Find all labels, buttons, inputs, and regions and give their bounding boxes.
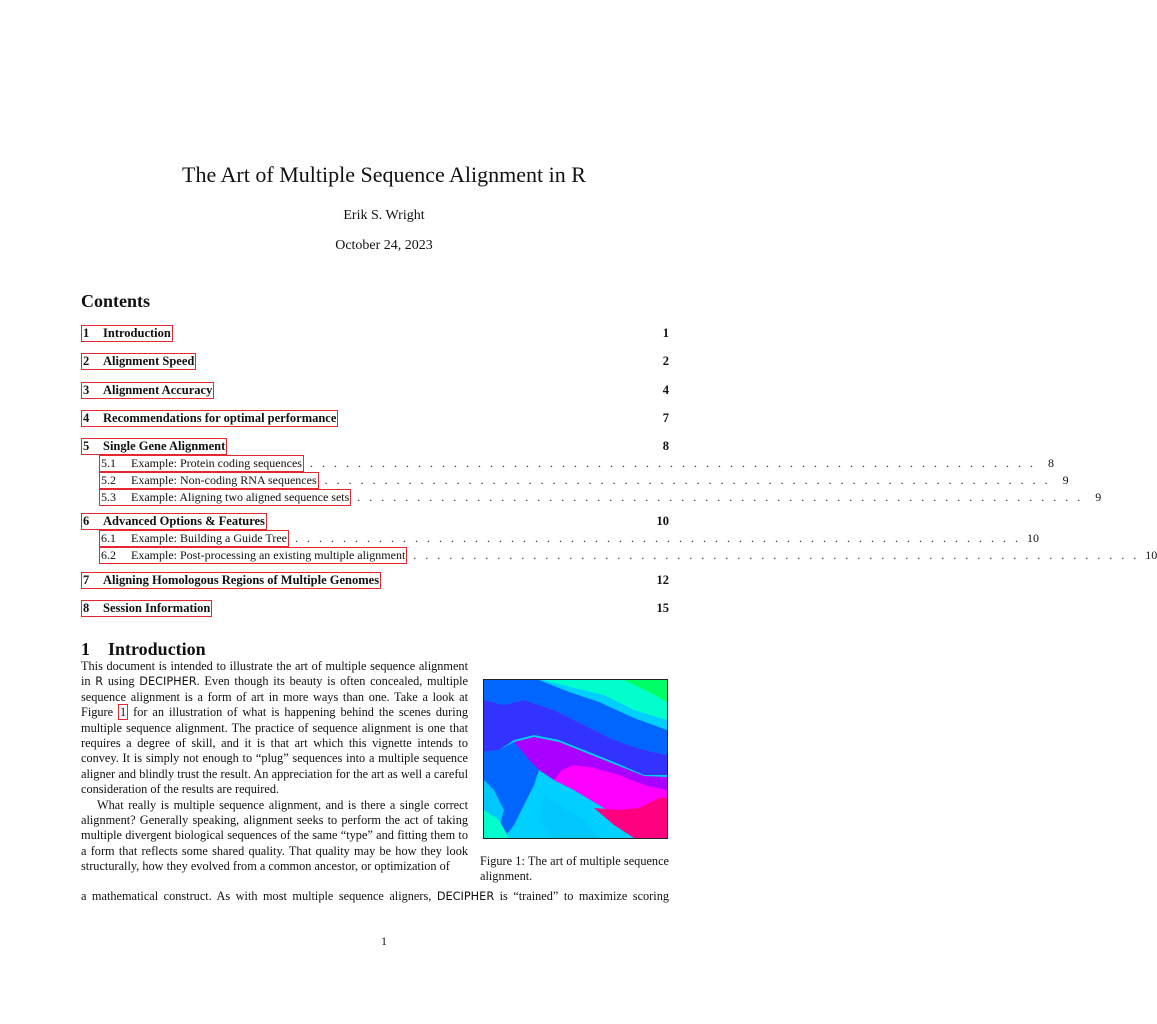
toc-link[interactable] (99, 530, 289, 547)
toc-number: 2 (83, 354, 90, 368)
figure-image (483, 679, 668, 839)
date: October 24, 2023 (335, 238, 433, 253)
toc-link[interactable] (81, 600, 212, 617)
toc-label: Example: Non-coding RNA sequences (131, 473, 317, 487)
toc-link[interactable] (81, 572, 381, 589)
intro-text (81, 659, 468, 875)
toc-subentry (81, 489, 1102, 506)
toc-label: Session Information (103, 601, 211, 615)
toc-entry (81, 600, 669, 617)
toc-link[interactable] (81, 382, 214, 399)
toc-page: 8 (662, 439, 669, 453)
figure-caption: Figure 1: The art of multiple sequence alignment. (480, 854, 669, 884)
toc-entry (81, 513, 669, 530)
toc-subentry (81, 530, 1039, 547)
r-name: R (95, 675, 104, 689)
toc-page: 7 (662, 411, 669, 425)
toc-link[interactable] (81, 410, 338, 427)
paragraph-continuation: a mathematical construct. As with most multiple sequence aligners, DECIPHER is “trained” to maximize scoring (81, 889, 669, 903)
toc-link[interactable] (99, 547, 407, 564)
toc-number: 5.2 (101, 473, 116, 487)
toc-leader-dots: . . . . . . . . . . . . . . . . . . . . . . . . . . . . . . . . . . . . . . . . . . . . . . . . . . . . . . . . . . . . . (309, 456, 1036, 470)
toc-subentry (81, 455, 1054, 472)
toc-subentry (81, 547, 1157, 564)
paragraph: What really is multiple sequence alignment, and is there a single correct alignment? Generally speaking, alignment seeks to perform the act of taking multiple divergent biological sequences of the same “type” and fitting them to a form that reflects some shared quality. That quality may be how they look structurally, how they evolved from a common ancestor, or optimization of (81, 797, 468, 874)
page-number: 1 (381, 934, 387, 948)
toc-section (81, 353, 669, 370)
toc-entry (81, 438, 669, 455)
author: Erik S. Wright (343, 208, 425, 223)
toc-link[interactable] (99, 489, 351, 506)
toc-label: Aligning Homologous Regions of Multiple Genomes (103, 573, 380, 587)
toc-label: Example: Building a Guide Tree (131, 531, 287, 545)
toc-link[interactable] (99, 472, 319, 489)
toc-leader-dots: . . . . . . . . . . . . . . . . . . . . . . . . . . . . . . . . . . . . . . . . . . . . . . . . . . . . . . . . . . . . . (324, 473, 1051, 487)
toc-section (81, 325, 669, 342)
toc-number: 6.1 (101, 531, 116, 545)
toc-page: 10 (656, 514, 669, 528)
toc-label: Recommendations for optimal performance (103, 411, 337, 425)
alignment-art-image (484, 680, 667, 838)
toc-number: 1 (83, 326, 90, 340)
toc-page: 2 (662, 354, 669, 368)
figure-ref-link[interactable]: 1 (120, 705, 127, 720)
toc-label: Alignment Speed (103, 354, 195, 368)
toc-section (81, 513, 1157, 564)
toc-number: 6.2 (101, 548, 116, 562)
decipher-name: DECIPHER (436, 890, 495, 903)
toc-section (81, 600, 669, 617)
paragraph: This document is intended to illustrate the art of multiple sequence alignment in R using DECIPHER. Even though its beauty is often concealed, multiple sequence alignment is a form of art in more ways than one. Take a look at Figure 1 for an illustration of what is happening behind the scenes during multiple sequence alignment. The practice of sequence alignment is one that requires a degree of skill, and it is that art which this vignette intends to convey. It is simply not enough to “plug” sequences into a multiple sequence aligner and blindly trust the result. An appreciation for the art as well a careful consideration of the results are required. (81, 659, 469, 797)
toc-section (81, 410, 669, 427)
toc-entry (81, 572, 669, 589)
toc-subentry (81, 472, 1069, 489)
contents-heading: Contents (81, 291, 151, 311)
toc-label: Introduction (103, 326, 171, 340)
toc-number: 5.1 (101, 456, 116, 470)
toc-page: 9 (1095, 490, 1102, 504)
toc-label: Advanced Options & Features (103, 514, 265, 528)
toc-page: 4 (662, 383, 669, 397)
toc-section (81, 382, 669, 399)
toc-page: 9 (1062, 473, 1069, 487)
toc-leader-dots: . . . . . . . . . . . . . . . . . . . . . . . . . . . . . . . . . . . . . . . . . . . . . . . . . . . . . . . . . . . . . (294, 531, 1021, 545)
toc-label: Single Gene Alignment (103, 439, 226, 453)
toc-link[interactable] (81, 513, 267, 530)
toc-entry (81, 382, 669, 399)
toc-number: 8 (83, 601, 90, 615)
toc-page: 10 (1145, 548, 1157, 562)
toc-page: 12 (656, 573, 669, 587)
toc-label: Example: Post-processing an existing multiple alignment (131, 548, 406, 562)
toc-section (81, 572, 669, 589)
toc-number: 5.3 (101, 490, 116, 504)
toc-page: 1 (662, 326, 669, 340)
toc-number: 5 (83, 439, 90, 453)
toc-leader-dots: . . . . . . . . . . . . . . . . . . . . . . . . . . . . . . . . . . . . . . . . . . . . . . . . . . . . . . . . . . . . . (413, 548, 1140, 562)
toc-page: 15 (656, 601, 669, 615)
document-title: The Art of Multiple Sequence Alignment in R (182, 162, 586, 187)
toc-label: Example: Aligning two aligned sequence sets (131, 490, 350, 504)
toc-link[interactable] (81, 325, 173, 342)
section-number: 1 (81, 639, 90, 659)
toc-section (81, 438, 1102, 506)
toc-page: 10 (1026, 531, 1039, 545)
toc-entry (81, 353, 669, 370)
toc-link[interactable] (99, 455, 304, 472)
toc-link[interactable] (81, 353, 196, 370)
toc-number: 4 (83, 411, 90, 425)
toc-label: Alignment Accuracy (103, 383, 213, 397)
toc-number: 3 (83, 383, 90, 397)
toc-entry (81, 325, 669, 342)
toc-link[interactable] (81, 438, 227, 455)
toc-number: 6 (83, 514, 90, 528)
toc-entry (81, 410, 669, 427)
toc-page: 8 (1047, 456, 1054, 470)
toc-leader-dots: . . . . . . . . . . . . . . . . . . . . . . . . . . . . . . . . . . . . . . . . . . . . . . . . . . . . . . . . . . . . . (357, 490, 1084, 504)
section-title: Introduction (108, 639, 206, 659)
section-heading (81, 639, 206, 660)
decipher-name: DECIPHER (139, 675, 197, 689)
toc-label: Example: Protein coding sequences (131, 456, 302, 470)
toc-number: 7 (83, 573, 90, 587)
